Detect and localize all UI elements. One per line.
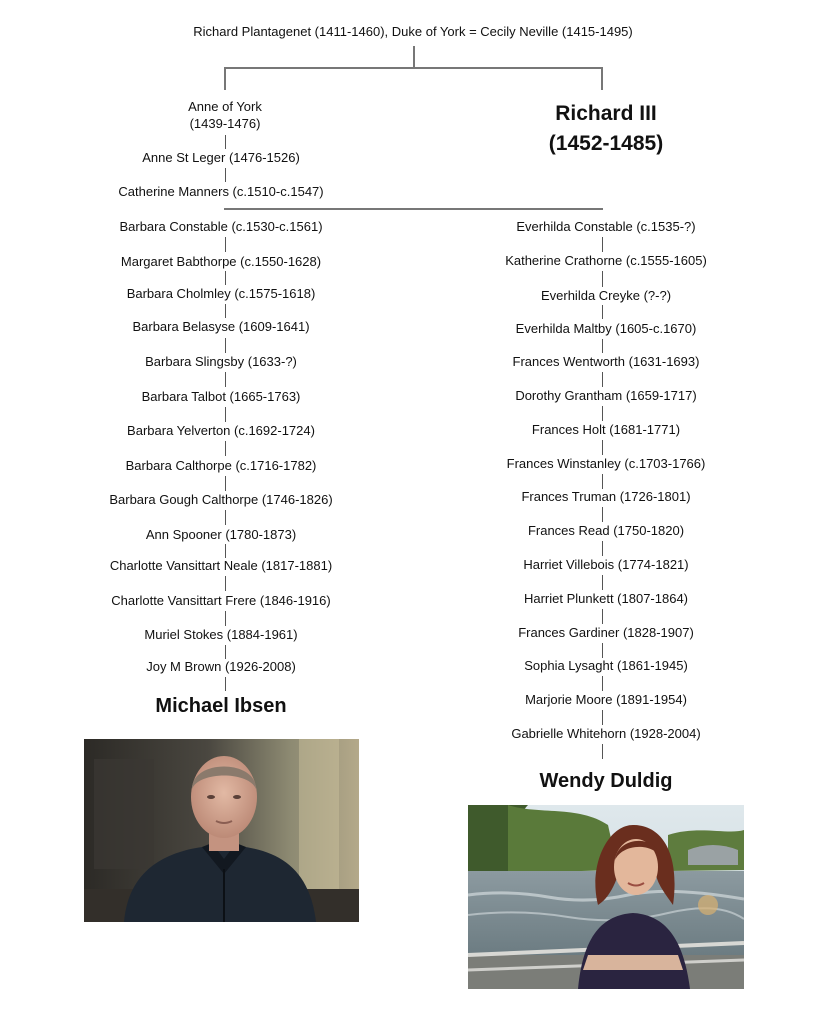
connector xyxy=(225,237,226,252)
connector xyxy=(602,440,603,455)
connector xyxy=(225,576,226,591)
connector xyxy=(602,575,603,590)
lineage-entry: Charlotte Vansittart Neale (1817-1881) xyxy=(109,558,333,573)
portrait-image xyxy=(84,739,359,922)
connector xyxy=(225,372,226,387)
connector xyxy=(602,372,603,387)
connector xyxy=(225,645,226,659)
lineage-entry: Ann Spooner (1780-1873) xyxy=(145,527,297,542)
lineage-entry: Barbara Talbot (1665-1763) xyxy=(141,389,301,404)
lineage-entry: Everhilda Creyke (?-?) xyxy=(540,288,672,303)
lineage-entry: Barbara Slingsby (1633-?) xyxy=(145,354,297,369)
connector xyxy=(602,676,603,691)
connector xyxy=(225,271,226,285)
lineage-entry: Harriet Plunkett (1807-1864) xyxy=(523,591,689,606)
connector xyxy=(225,407,226,422)
lineage-entry: Katherine Crathorne (c.1555-1605) xyxy=(505,253,707,268)
lineage-split-line xyxy=(224,208,603,210)
connector xyxy=(602,507,603,522)
lineage-entry: Joy M Brown (1926-2008) xyxy=(146,659,296,674)
lineage-entry: Frances Truman (1726-1801) xyxy=(521,489,691,504)
lineage-entry: Barbara Constable (c.1530-c.1561) xyxy=(119,219,323,234)
lineage-entry: Anne St Leger (1476-1526) xyxy=(142,150,300,165)
anne-of-york-name: Anne of York xyxy=(188,99,262,114)
lineage-entry: Barbara Cholmley (c.1575-1618) xyxy=(126,286,316,301)
lineage-entry: Frances Holt (1681-1771) xyxy=(531,422,681,437)
connector xyxy=(225,168,226,182)
connector xyxy=(225,338,226,353)
lineage-entry: Harriet Villebois (1774-1821) xyxy=(523,557,689,572)
lineage-entry: Frances Read (1750-1820) xyxy=(527,523,685,538)
connector xyxy=(602,710,603,725)
connector xyxy=(602,744,603,759)
connector xyxy=(602,339,603,353)
anne-of-york-dates: (1439-1476) xyxy=(189,116,261,131)
connector xyxy=(602,643,603,658)
connector xyxy=(602,609,603,624)
michael-ibsen-photo xyxy=(84,739,359,922)
root-couple-label: Richard Plantagenet (1411-1460), Duke of York = Cecily Neville (1415-1495) xyxy=(193,24,633,39)
lineage-entry: Barbara Gough Calthorpe (1746-1826) xyxy=(109,492,333,507)
lineage-entry: Sophia Lysaght (1861-1945) xyxy=(524,658,688,673)
root-branch-line xyxy=(224,67,603,69)
lineage-entry: Everhilda Constable (c.1535-?) xyxy=(516,219,696,234)
lineage-entry: Everhilda Maltby (1605-c.1670) xyxy=(515,321,697,336)
lineage-entry: Barbara Belasyse (1609-1641) xyxy=(132,319,310,334)
connector xyxy=(602,271,603,287)
connector xyxy=(602,305,603,319)
connector xyxy=(225,510,226,525)
lineage-entry: Marjorie Moore (1891-1954) xyxy=(525,692,687,707)
lineage-entry: Margaret Babthorpe (c.1550-1628) xyxy=(120,254,322,269)
connector xyxy=(602,474,603,489)
portrait-image xyxy=(468,805,744,989)
connector xyxy=(225,677,226,691)
connector xyxy=(225,544,226,558)
connector xyxy=(225,304,226,318)
root-drop-line xyxy=(413,46,415,68)
lineage-entry: Charlotte Vansittart Frere (1846-1916) xyxy=(111,593,331,608)
lineage-entry: Barbara Yelverton (c.1692-1724) xyxy=(127,423,315,438)
lineage-entry: Gabrielle Whitehorn (1928-2004) xyxy=(511,726,701,741)
wendy-duldig-photo xyxy=(468,805,744,989)
connector xyxy=(225,441,226,456)
descendant-left-name: Michael Ibsen xyxy=(155,695,287,717)
left-branch-drop xyxy=(224,67,226,90)
connector xyxy=(225,476,226,491)
connector xyxy=(225,135,226,149)
connector xyxy=(602,237,603,252)
lineage-entry: Catherine Manners (c.1510-c.1547) xyxy=(118,184,324,199)
lineage-entry: Frances Gardiner (1828-1907) xyxy=(518,625,694,640)
lineage-entry: Barbara Calthorpe (c.1716-1782) xyxy=(125,458,317,473)
richard-iii-dates: (1452-1485) xyxy=(548,132,664,155)
lineage-entry: Muriel Stokes (1884-1961) xyxy=(144,627,298,642)
lineage-entry: Frances Winstanley (c.1703-1766) xyxy=(506,456,706,471)
descendant-right-name: Wendy Duldig xyxy=(539,770,673,792)
connector xyxy=(602,406,603,421)
richard-iii-name: Richard III xyxy=(555,102,657,125)
lineage-entry: Dorothy Grantham (1659-1717) xyxy=(515,388,697,403)
lineage-entry: Frances Wentworth (1631-1693) xyxy=(512,354,700,369)
connector xyxy=(225,611,226,626)
connector xyxy=(602,541,603,556)
right-branch-drop xyxy=(601,67,603,90)
